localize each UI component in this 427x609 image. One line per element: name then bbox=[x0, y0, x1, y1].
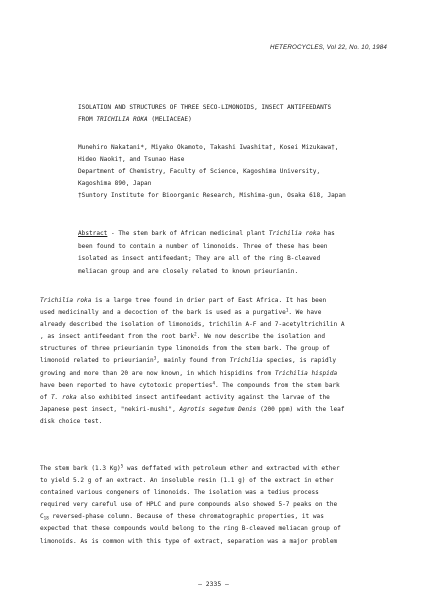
abstract-label: Abstract bbox=[78, 230, 108, 237]
body-text: , mainly found from bbox=[156, 357, 230, 365]
author-block bbox=[78, 142, 346, 202]
abstract bbox=[78, 228, 335, 278]
body-text: also exhibited insect antifeedant activity against the larvae of the bbox=[76, 393, 330, 401]
body-paragraph-2 bbox=[40, 463, 341, 548]
reference-mark: 1 bbox=[285, 307, 289, 313]
body-text: species, is rapidly bbox=[262, 357, 337, 365]
body-text: have been reported to have cytotoxic properties bbox=[40, 381, 213, 389]
body-line bbox=[40, 368, 345, 380]
abstract-line-4: meliacan group and are closely related to known prieurianin. bbox=[78, 267, 299, 275]
species-name: Trichilia roka bbox=[40, 297, 92, 304]
body-line: already described the isolation of limonoids, trichilin A-F and 7-acetyltrichilin A bbox=[40, 321, 345, 329]
body-text: used medicinally and a decoction of the bark is used as a purgative bbox=[40, 309, 286, 317]
subscript: 18 bbox=[43, 515, 49, 521]
body-text: growing and more than 20 are now known, in which hispidins from bbox=[40, 369, 275, 377]
body-line bbox=[40, 463, 341, 475]
body-line bbox=[40, 392, 345, 404]
body-line bbox=[40, 355, 345, 367]
body-line: to yield 5.2 g of an extract. An insoluble resin (1.1 g) of the extract in ether bbox=[40, 477, 334, 485]
body-line bbox=[40, 331, 345, 343]
species-name: T. roka bbox=[51, 393, 77, 401]
body-line bbox=[40, 295, 345, 307]
affiliation-line-2: Kagoshima 890, Japan bbox=[78, 180, 152, 187]
species-name: Trichilia roka bbox=[268, 230, 321, 237]
title-text: (MELIACEAE) bbox=[147, 116, 192, 123]
body-text: (200 ppm) with the leaf bbox=[256, 405, 345, 413]
species-name: TRICHILIA ROKA bbox=[96, 116, 148, 123]
body-text: The stem bark (1.3 Kg) bbox=[40, 465, 121, 472]
title-text: FROM bbox=[78, 116, 97, 123]
title-line-1: ISOLATION AND STRUCTURES OF THREE SECO-LIMONOIDS, INSECT ANTIFEEDANTS bbox=[78, 104, 332, 111]
body-paragraph-1 bbox=[40, 295, 345, 428]
affiliation-line-3: †Suntory Institute for Bioorganic Research, Mishima-gun, Osaka 618, Japan bbox=[78, 192, 346, 199]
title-line-2 bbox=[78, 114, 331, 126]
body-text: C bbox=[40, 513, 44, 521]
reference-mark: 2 bbox=[194, 331, 197, 337]
body-text: Japanese pest insect, "nekiri-mushi", bbox=[40, 405, 180, 413]
abstract-line-3: isolated as insect antifeedant; They are all of the ring B-cleaved bbox=[78, 255, 321, 263]
page-number: — 2335 — bbox=[198, 580, 229, 588]
body-text: was deffated with petroleum ether and extracted with ether bbox=[123, 465, 340, 472]
species-name: Trichilia bbox=[229, 357, 263, 365]
body-line: disk choice test. bbox=[40, 417, 103, 425]
body-text: . The compounds from the stem bark bbox=[214, 381, 340, 389]
body-text: of bbox=[40, 393, 52, 401]
body-text: is a large tree found in drier part of East Africa. It has been bbox=[91, 297, 327, 304]
body-line: contained various congeners of limonoids. The isolation was a tedius process bbox=[40, 489, 319, 497]
reference-mark: 5 bbox=[120, 463, 124, 469]
reference-mark: 4 bbox=[212, 380, 215, 386]
body-text: , as insect antifeedant from the root bark bbox=[40, 333, 195, 341]
body-line bbox=[40, 380, 345, 392]
authors-line-1: Munehiro Nakatani*, Miyako Okamoto, Takashi Iwashita†, Kosei Mizukawa†, bbox=[78, 144, 339, 151]
species-name: Agrotis segetum Denis bbox=[179, 405, 257, 413]
affiliation-line-1: Department of Chemistry, Faculty of Science, Kagoshima University, bbox=[78, 168, 321, 175]
body-text: . We have bbox=[288, 309, 322, 317]
body-line bbox=[40, 307, 345, 319]
reference-mark: 3 bbox=[153, 355, 157, 361]
abstract-text: has bbox=[320, 230, 335, 237]
body-line: required very careful use of HPLC and pure compounds also showed 5-7 peaks on the bbox=[40, 501, 338, 509]
body-line: limonoids. As is common with this type of extract, separation was a major problem bbox=[40, 537, 338, 545]
body-text: . We now describe the isolation and bbox=[196, 333, 326, 341]
species-name: Trichilia hispida bbox=[274, 369, 338, 377]
authors-line-2: Hideo Naoki†, and Tsunao Hase bbox=[78, 156, 185, 163]
abstract-text: - The stem bark of African medicinal plant bbox=[107, 230, 269, 237]
body-text: reversed-phase column. Because of these chromatographic properties, it was bbox=[48, 513, 324, 521]
body-text: limonoid related to prieurianin bbox=[40, 357, 154, 365]
abstract-line-1 bbox=[78, 228, 335, 241]
journal-header: HETEROCYCLES, Vol 22, No. 10, 1984 bbox=[270, 44, 387, 51]
body-line: structures of three prieurianin type limonoids from the stem bark. The group of bbox=[40, 345, 330, 353]
body-line bbox=[40, 404, 345, 416]
body-line: expected that these compounds would belong to the ring B-cleaved meliacan group of bbox=[40, 525, 341, 533]
article-title bbox=[78, 102, 331, 126]
body-line bbox=[40, 511, 341, 523]
abstract-line-2: been found to contain a number of limonoids. Three of these has been bbox=[78, 242, 328, 250]
